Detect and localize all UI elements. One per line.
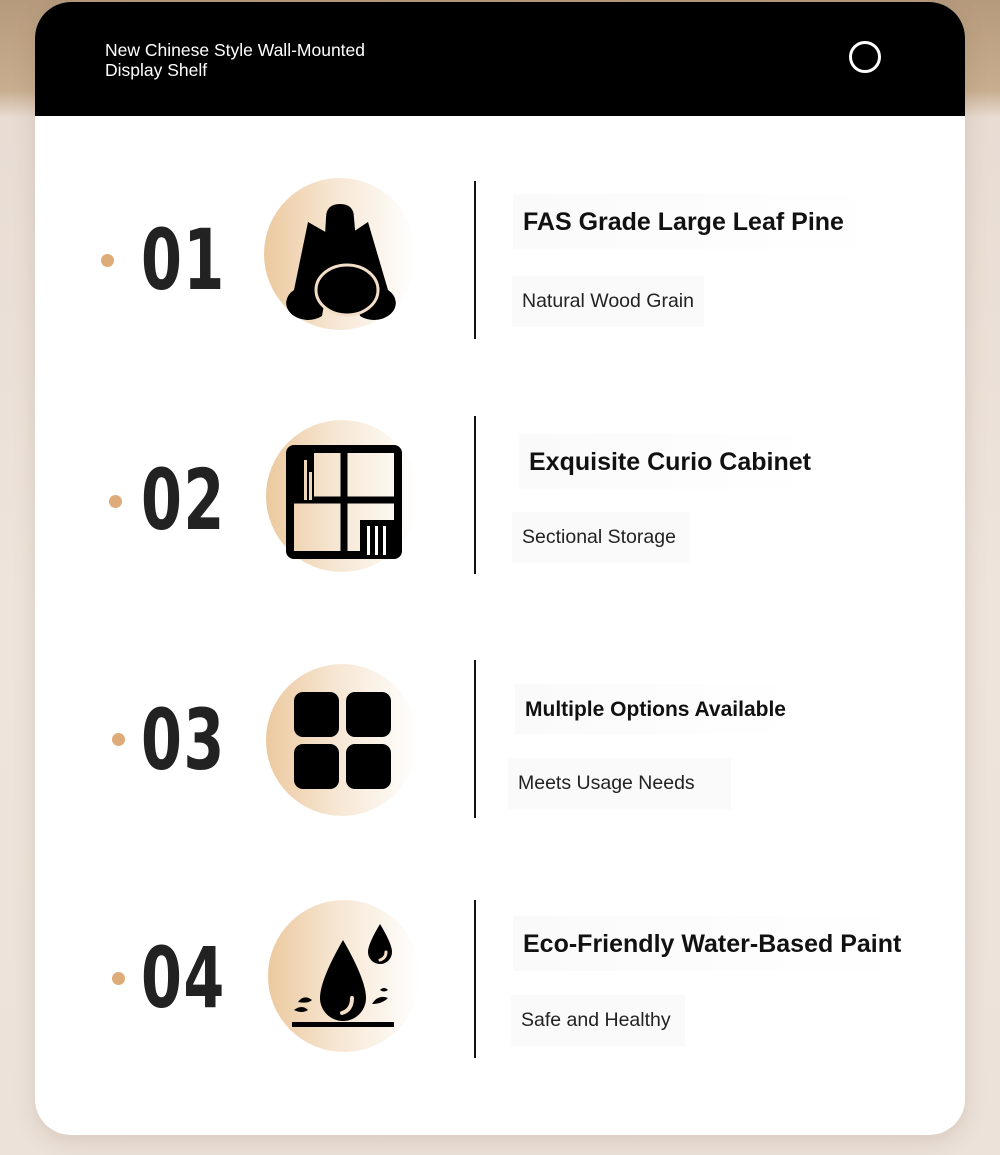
wood-logs-icon <box>264 178 416 330</box>
divider-line <box>474 660 476 818</box>
bullet-dot <box>112 972 125 985</box>
feature-number: 01 <box>141 211 226 309</box>
feature-row-4 <box>35 896 965 1066</box>
feature-heading: Exquisite Curio Cabinet <box>519 434 821 489</box>
cabinet-grid-icon <box>266 420 418 572</box>
feature-subheading: Natural Wood Grain <box>512 276 704 327</box>
header-bar <box>35 2 965 116</box>
divider-line <box>474 900 476 1058</box>
feature-row-2 <box>35 414 965 584</box>
bullet-dot <box>101 254 114 267</box>
title-line-1: New Chinese Style Wall-Mounted <box>105 40 366 60</box>
feature-subheading: Safe and Healthy <box>511 995 685 1046</box>
divider-line <box>474 416 476 574</box>
page-title <box>105 40 435 80</box>
water-drops-icon <box>268 900 420 1052</box>
bullet-dot <box>112 733 125 746</box>
feature-heading: FAS Grade Large Leaf Pine <box>513 194 886 249</box>
feature-number: 03 <box>141 691 226 789</box>
feature-heading: Eco-Friendly Water-Based Paint <box>513 916 911 971</box>
feature-subheading: Sectional Storage <box>512 512 690 563</box>
feature-row-1 <box>35 172 965 342</box>
feature-number: 04 <box>141 929 226 1027</box>
title-line-2: Display Shelf <box>105 60 208 80</box>
product-card <box>35 2 965 1135</box>
bullet-dot <box>109 495 122 508</box>
feature-number: 02 <box>141 451 226 549</box>
circle-icon[interactable] <box>849 41 881 73</box>
feature-row-3 <box>35 658 965 828</box>
divider-line <box>474 181 476 339</box>
feature-subheading: Meets Usage Needs <box>508 758 731 809</box>
four-squares-icon <box>266 664 418 816</box>
feature-heading: Multiple Options Available <box>515 684 796 734</box>
